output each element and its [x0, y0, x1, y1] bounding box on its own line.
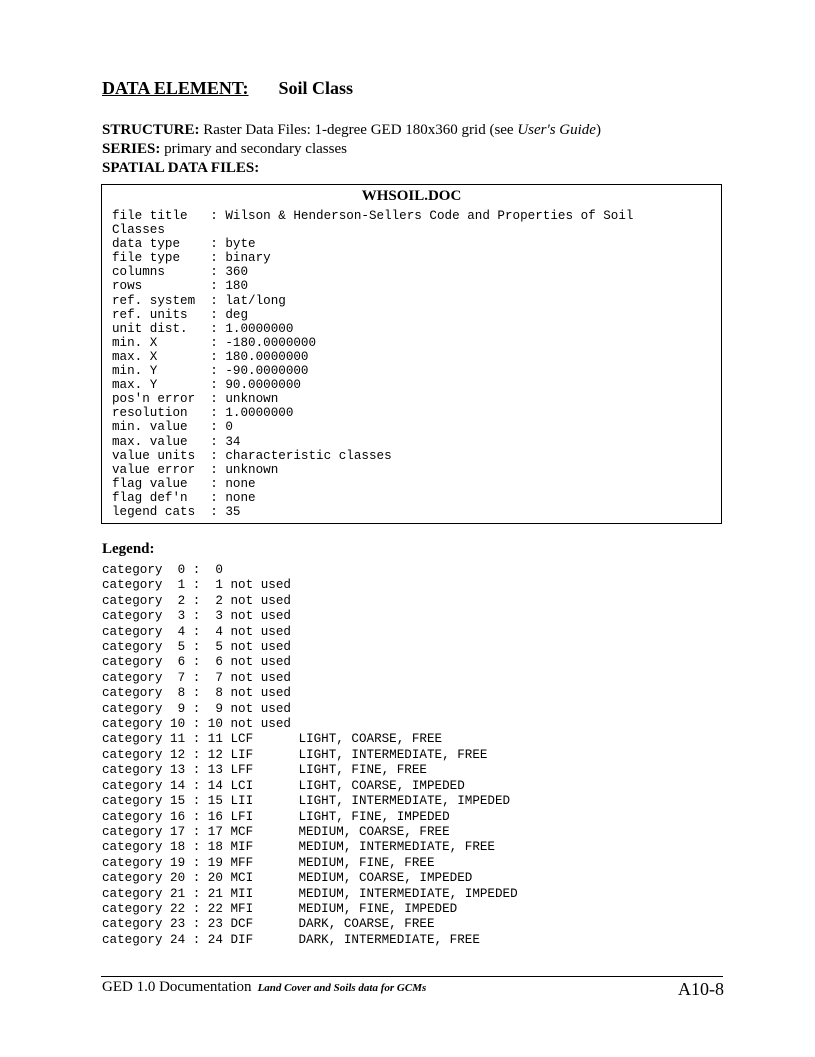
legend-category-row: category 15 : 15 LII LIGHT, INTERMEDIATE, IMPEDED [102, 794, 511, 809]
doc-file-title: WHSOIL.DOC [361, 188, 462, 204]
doc-field-line: data type : byte [112, 237, 256, 252]
legend-category-row: category 24 : 24 DIF DARK, INTERMEDIATE, FREE [102, 932, 480, 947]
legend-category-row: category 8 : 8 not used [102, 686, 291, 701]
footer-doc-title: GED 1.0 Documentation [102, 979, 252, 995]
doc-field-line: value units : characteristic classes [112, 448, 392, 463]
legend-category-row: category 12 : 12 LIF LIGHT, INTERMEDIATE, FREE [102, 747, 488, 762]
series-label: SERIES: [102, 141, 161, 157]
page-footer [102, 979, 724, 999]
legend-category-row: category 0 : 0 [102, 563, 223, 577]
legend-category-row: category 4 : 4 not used [102, 624, 291, 639]
doc-field-line: rows : 180 [112, 279, 249, 294]
legend-category-row: category 19 : 19 MFF MEDIUM, FINE, FREE [102, 855, 435, 870]
legend-category-row: category 23 : 23 DCF DARK, COARSE, FREE [102, 917, 435, 932]
doc-field-line: max. X : 180.0000000 [112, 349, 309, 364]
doc-field-line: legend cats : 35 [112, 504, 241, 519]
doc-field-line: columns : 360 [112, 265, 249, 280]
doc-field-line: flag value : none [112, 476, 256, 491]
doc-file-box [101, 184, 722, 524]
doc-field-line: min. Y : -90.0000000 [112, 364, 309, 379]
legend-category-row: category 7 : 7 not used [102, 670, 291, 685]
legend-list [102, 563, 518, 948]
spatial-data-files-label: SPATIAL DATA FILES: [102, 160, 260, 176]
users-guide-reference: User's Guide [517, 122, 596, 138]
structure-line [102, 121, 601, 140]
legend-category-row: category 10 : 10 not used [102, 717, 291, 732]
structure-label: STRUCTURE: [102, 122, 200, 138]
legend-category-row: category 20 : 20 MCI MEDIUM, COARSE, IMPEDED [102, 871, 473, 886]
doc-field-line: pos'n error : unknown [112, 392, 279, 407]
data-element-value: Soil Class [278, 78, 354, 98]
legend-category-row: category 21 : 21 MII MEDIUM, INTERMEDIATE, IMPEDED [102, 886, 518, 901]
footer-divider [101, 976, 723, 977]
doc-field-line: max. value : 34 [112, 434, 241, 449]
series-text: primary and secondary classes [164, 141, 347, 157]
page-number: A10-8 [678, 979, 724, 999]
doc-field-line: ref. units : deg [112, 307, 249, 322]
doc-field-line: Classes [112, 223, 165, 238]
legend-category-row: category 16 : 16 LFI LIGHT, FINE, IMPEDED [102, 809, 450, 824]
doc-field-line: max. Y : 90.0000000 [112, 378, 301, 393]
legend-category-row: category 6 : 6 not used [102, 655, 291, 670]
doc-field-line: file type : binary [112, 251, 271, 266]
legend-category-row: category 1 : 1 not used [102, 578, 291, 593]
structure-text: Raster Data Files: 1-degree GED 180x360 grid (see [203, 122, 518, 138]
doc-field-line: ref. system : lat/long [112, 293, 286, 308]
page-title [102, 78, 353, 99]
doc-field-line: unit dist. : 1.0000000 [112, 321, 294, 336]
series-line [102, 140, 347, 159]
doc-field-line: min. value : 0 [112, 420, 233, 435]
legend-category-row: category 18 : 18 MIF MEDIUM, INTERMEDIATE, FREE [102, 840, 495, 855]
legend-title: Legend: [102, 541, 155, 557]
structure-close: ) [595, 122, 601, 138]
legend-category-row: category 14 : 14 LCI LIGHT, COARSE, IMPEDED [102, 778, 465, 793]
legend-category-row: category 9 : 9 not used [102, 701, 291, 716]
spatial-data-files-line [102, 159, 259, 178]
doc-field-line: file title : Wilson & Henderson-Sellers Code and Properties of Soil [112, 209, 634, 223]
data-element-label: DATA ELEMENT: [102, 78, 249, 98]
legend-category-row: category 22 : 22 MFI MEDIUM, FINE, IMPEDED [102, 901, 458, 916]
legend-category-row: category 13 : 13 LFF LIGHT, FINE, FREE [102, 763, 427, 778]
legend-category-row: category 11 : 11 LCF LIGHT, COARSE, FREE [102, 732, 443, 747]
legend-category-row: category 2 : 2 not used [102, 593, 291, 608]
doc-file-fields [112, 209, 633, 519]
doc-field-line: resolution : 1.0000000 [112, 406, 294, 421]
footer-subtitle: Land Cover and Soils data for GCMs [257, 982, 427, 994]
doc-field-line: min. X : -180.0000000 [112, 335, 317, 350]
doc-field-line: flag def'n : none [112, 490, 256, 505]
doc-field-line: value error : unknown [112, 462, 279, 477]
legend-category-row: category 3 : 3 not used [102, 609, 291, 624]
legend-category-row: category 5 : 5 not used [102, 640, 291, 655]
legend-category-row: category 17 : 17 MCF MEDIUM, COARSE, FREE [102, 824, 450, 839]
